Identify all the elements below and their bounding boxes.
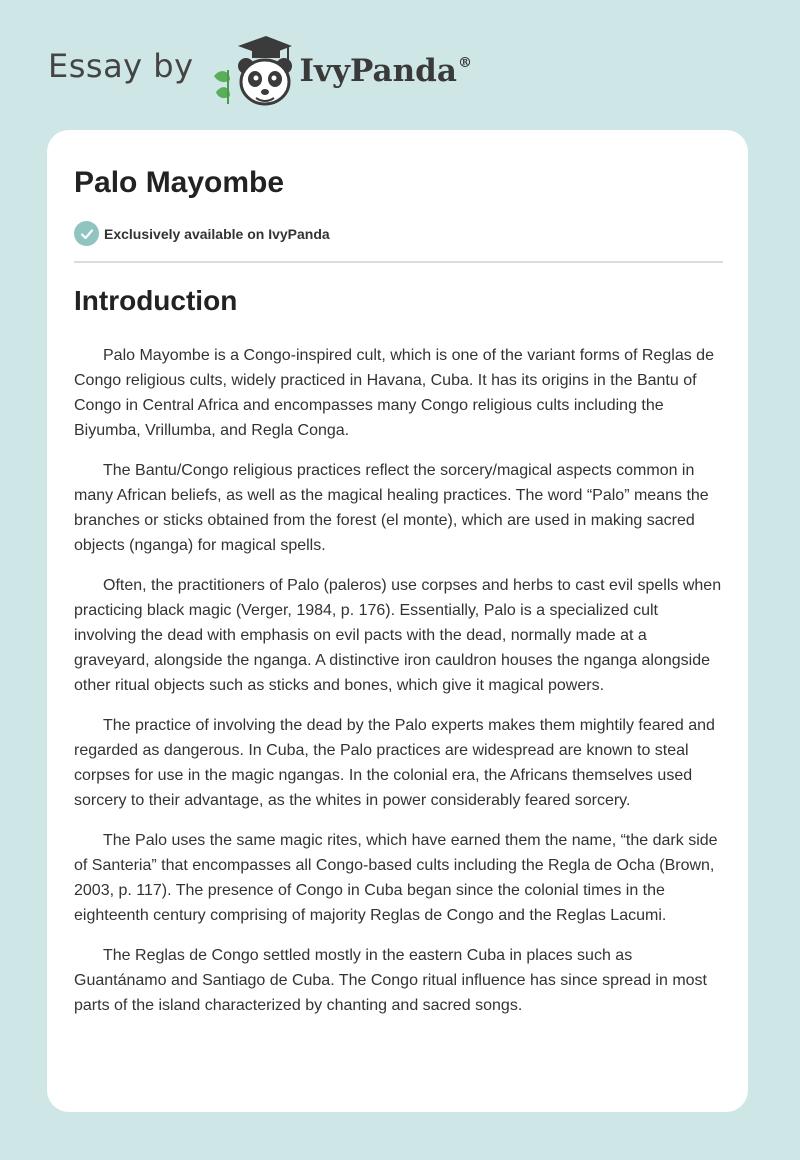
site-header [48, 30, 472, 110]
paragraph: The Reglas de Congo settled mostly in the eastern Cuba in places such as Guantánamo and Santiago de Cuba. The Congo ritual influence has since spread in most parts of the island characterized by chanting and sacred songs. [74, 947, 707, 1014]
paragraph: The Bantu/Congo religious practices reflect the sorcery/magical aspects common in many African beliefs, as well as the magical healing practices. The word “Palo” means the branches or sticks obtained from the forest (el monte), which are used in making sacred objects (nganga) for magical spells. [74, 462, 709, 554]
exclusive-badge-text: Exclusively available on IvyPanda [104, 225, 330, 242]
page-title: Palo Mayombe [74, 166, 285, 199]
brand-text: IvyPanda [299, 53, 457, 89]
panda-graduate-logo-icon[interactable] [208, 32, 292, 108]
essay-by-label: Essay by [48, 47, 194, 85]
title-divider [74, 261, 723, 263]
section-heading: Introduction [74, 285, 238, 316]
paragraph: Palo Mayombe is a Congo-inspired cult, which is one of the variant forms of Reglas de Congo religious cults, widely practiced in Havana, Cuba. It has its origins in the Bantu of Congo in Central Africa and encompasses many Congo religious cults including the Biyumba, Vrillumba, and Regla Conga. [74, 347, 714, 439]
paragraph: Often, the practitioners of Palo (paleros) use corpses and herbs to cast evil spells when practicing black magic (Verger, 1984, p. 176). Essentially, Palo is a specialized cult involving the dead with emphasis on evil pacts with the dead, normally made at a graveyard, alongside the nganga. A distinctive iron cauldron houses the nganga alongside other ritual objects such as sticks and bones, which give it magical powers. [74, 577, 722, 694]
article-body [74, 343, 724, 1033]
brand-name[interactable] [300, 53, 472, 89]
check-circle-icon [74, 221, 99, 246]
paragraph: The practice of involving the dead by the Palo experts makes them mightily feared and regarded as dangerous. In Cuba, the Palo practices are widespread are known to steal corpses for use in the magic ngangas. In the colonial era, the Africans themselves used sorcery to their advantage, as the whites in power considerably feared sorcery. [74, 717, 715, 809]
article-card [47, 130, 748, 1112]
registered-mark: ® [457, 55, 472, 71]
paragraph: The Palo uses the same magic rites, which have earned them the name, “the dark side of Santeria” that encompasses all Congo-based cults including the Regla de Ocha (Brown, 2003, p. 117). The presence of Congo in Cuba began since the colonial times in the eighteenth century comprising of majority Reglas de Congo and the Reglas Lacumi. [74, 832, 718, 924]
exclusive-badge [74, 221, 330, 246]
